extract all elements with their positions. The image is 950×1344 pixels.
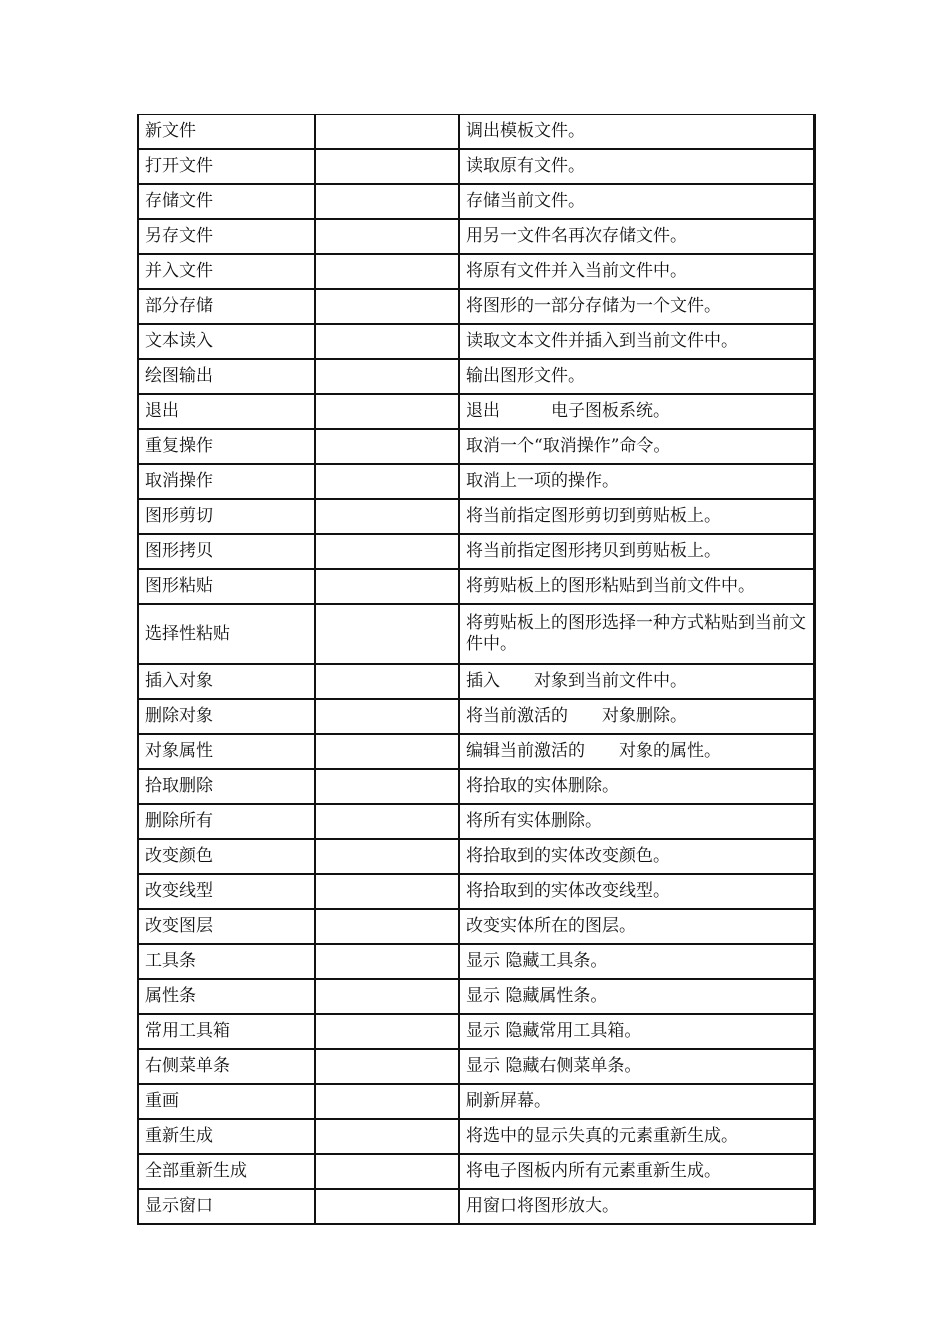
table-row xyxy=(138,324,814,359)
table-row xyxy=(138,804,814,839)
command-name-cell: 重画 xyxy=(138,1084,315,1119)
command-name-cell: 图形拷贝 xyxy=(138,534,315,569)
command-description-cell: 用另一文件名再次存储文件。 xyxy=(459,219,814,254)
command-description-cell: 用窗口将图形放大。 xyxy=(459,1189,814,1224)
command-description-cell: 显示 隐藏工具条。 xyxy=(459,944,814,979)
command-description-cell: 将拾取的实体删除。 xyxy=(459,769,814,804)
command-shortcut-cell xyxy=(315,909,459,944)
command-name-cell: 右侧菜单条 xyxy=(138,1049,315,1084)
command-name-cell: 改变颜色 xyxy=(138,839,315,874)
command-name-cell: 对象属性 xyxy=(138,734,315,769)
command-description-cell: 刷新屏幕。 xyxy=(459,1084,814,1119)
command-shortcut-cell xyxy=(315,1049,459,1084)
command-description-cell: 将当前指定图形拷贝到剪贴板上。 xyxy=(459,534,814,569)
command-shortcut-cell xyxy=(315,1189,459,1224)
command-description-cell: 读取原有文件。 xyxy=(459,149,814,184)
command-shortcut-cell xyxy=(315,979,459,1014)
command-shortcut-cell xyxy=(315,254,459,289)
command-table xyxy=(137,114,816,1225)
command-name-cell: 另存文件 xyxy=(138,219,315,254)
command-shortcut-cell xyxy=(315,604,459,664)
command-shortcut-cell xyxy=(315,289,459,324)
command-shortcut-cell xyxy=(315,1014,459,1049)
command-name-cell: 部分存储 xyxy=(138,289,315,324)
table-row xyxy=(138,1189,814,1224)
command-description-cell: 将剪贴板上的图形粘贴到当前文件中。 xyxy=(459,569,814,604)
command-shortcut-cell xyxy=(315,499,459,534)
command-shortcut-cell xyxy=(315,184,459,219)
table-row xyxy=(138,429,814,464)
command-name-cell: 插入对象 xyxy=(138,664,315,699)
command-description-cell: 存储当前文件。 xyxy=(459,184,814,219)
command-description-cell: 将拾取到的实体改变线型。 xyxy=(459,874,814,909)
table-row xyxy=(138,115,814,150)
command-table-body xyxy=(138,115,814,1225)
command-name-cell: 图形粘贴 xyxy=(138,569,315,604)
command-name-cell: 文本读入 xyxy=(138,324,315,359)
table-row xyxy=(138,944,814,979)
command-shortcut-cell xyxy=(315,464,459,499)
command-shortcut-cell xyxy=(315,1119,459,1154)
command-name-cell: 改变线型 xyxy=(138,874,315,909)
table-row xyxy=(138,1084,814,1119)
command-shortcut-cell xyxy=(315,534,459,569)
table-row xyxy=(138,1119,814,1154)
table-row xyxy=(138,499,814,534)
command-shortcut-cell xyxy=(315,359,459,394)
command-description-cell: 取消一个“取消操作”命令。 xyxy=(459,429,814,464)
command-description-cell: 编辑当前激活的 对象的属性。 xyxy=(459,734,814,769)
table-row xyxy=(138,219,814,254)
command-description-cell: 插入 对象到当前文件中。 xyxy=(459,664,814,699)
table-row xyxy=(138,394,814,429)
command-name-cell: 删除所有 xyxy=(138,804,315,839)
command-description-cell: 将图形的一部分存储为一个文件。 xyxy=(459,289,814,324)
command-name-cell: 取消操作 xyxy=(138,464,315,499)
command-name-cell: 重复操作 xyxy=(138,429,315,464)
table-row xyxy=(138,1154,814,1189)
command-name-cell: 拾取删除 xyxy=(138,769,315,804)
table-row xyxy=(138,699,814,734)
command-description-cell: 退出 电子图板系统。 xyxy=(459,394,814,429)
table-row xyxy=(138,184,814,219)
command-description-cell: 显示 隐藏属性条。 xyxy=(459,979,814,1014)
command-description-cell: 将原有文件并入当前文件中。 xyxy=(459,254,814,289)
table-row xyxy=(138,839,814,874)
command-shortcut-cell xyxy=(315,734,459,769)
command-name-cell: 属性条 xyxy=(138,979,315,1014)
command-shortcut-cell xyxy=(315,699,459,734)
command-name-cell: 存储文件 xyxy=(138,184,315,219)
command-name-cell: 退出 xyxy=(138,394,315,429)
command-name-cell: 显示窗口 xyxy=(138,1189,315,1224)
command-name-cell: 常用工具箱 xyxy=(138,1014,315,1049)
command-description-cell: 调出模板文件。 xyxy=(459,115,814,150)
command-description-cell: 将所有实体删除。 xyxy=(459,804,814,839)
command-shortcut-cell xyxy=(315,219,459,254)
command-name-cell: 选择性粘贴 xyxy=(138,604,315,664)
command-shortcut-cell xyxy=(315,394,459,429)
command-name-cell: 绘图输出 xyxy=(138,359,315,394)
command-shortcut-cell xyxy=(315,944,459,979)
command-name-cell: 图形剪切 xyxy=(138,499,315,534)
command-name-cell: 重新生成 xyxy=(138,1119,315,1154)
command-shortcut-cell xyxy=(315,804,459,839)
command-name-cell: 打开文件 xyxy=(138,149,315,184)
command-shortcut-cell xyxy=(315,324,459,359)
command-description-cell: 将当前指定图形剪切到剪贴板上。 xyxy=(459,499,814,534)
table-row xyxy=(138,909,814,944)
command-shortcut-cell xyxy=(315,664,459,699)
table-row xyxy=(138,464,814,499)
command-name-cell: 工具条 xyxy=(138,944,315,979)
command-shortcut-cell xyxy=(315,1154,459,1189)
command-description-cell: 改变实体所在的图层。 xyxy=(459,909,814,944)
command-name-cell: 新文件 xyxy=(138,115,315,150)
command-name-cell: 并入文件 xyxy=(138,254,315,289)
table-row xyxy=(138,979,814,1014)
command-description-cell: 将剪贴板上的图形选择一种方式粘贴到当前文件中。 xyxy=(459,604,814,664)
table-row xyxy=(138,149,814,184)
command-description-cell: 将选中的显示失真的元素重新生成。 xyxy=(459,1119,814,1154)
command-shortcut-cell xyxy=(315,149,459,184)
table-row xyxy=(138,534,814,569)
table-row xyxy=(138,604,814,664)
command-description-cell: 显示 隐藏右侧菜单条。 xyxy=(459,1049,814,1084)
command-name-cell: 删除对象 xyxy=(138,699,315,734)
table-row xyxy=(138,769,814,804)
table-row xyxy=(138,1014,814,1049)
command-description-cell: 输出图形文件。 xyxy=(459,359,814,394)
table-row xyxy=(138,289,814,324)
command-shortcut-cell xyxy=(315,839,459,874)
table-row xyxy=(138,254,814,289)
command-description-cell: 将拾取到的实体改变颜色。 xyxy=(459,839,814,874)
command-shortcut-cell xyxy=(315,874,459,909)
command-description-cell: 取消上一项的操作。 xyxy=(459,464,814,499)
table-row xyxy=(138,874,814,909)
command-shortcut-cell xyxy=(315,769,459,804)
command-shortcut-cell xyxy=(315,1084,459,1119)
command-description-cell: 读取文本文件并插入到当前文件中。 xyxy=(459,324,814,359)
table-row xyxy=(138,1049,814,1084)
command-description-cell: 将当前激活的 对象删除。 xyxy=(459,699,814,734)
command-shortcut-cell xyxy=(315,115,459,150)
table-row xyxy=(138,734,814,769)
table-row xyxy=(138,664,814,699)
command-description-cell: 显示 隐藏常用工具箱。 xyxy=(459,1014,814,1049)
command-shortcut-cell xyxy=(315,429,459,464)
command-description-cell: 将电子图板内所有元素重新生成。 xyxy=(459,1154,814,1189)
table-row xyxy=(138,359,814,394)
command-name-cell: 全部重新生成 xyxy=(138,1154,315,1189)
command-shortcut-cell xyxy=(315,569,459,604)
command-name-cell: 改变图层 xyxy=(138,909,315,944)
table-row xyxy=(138,569,814,604)
